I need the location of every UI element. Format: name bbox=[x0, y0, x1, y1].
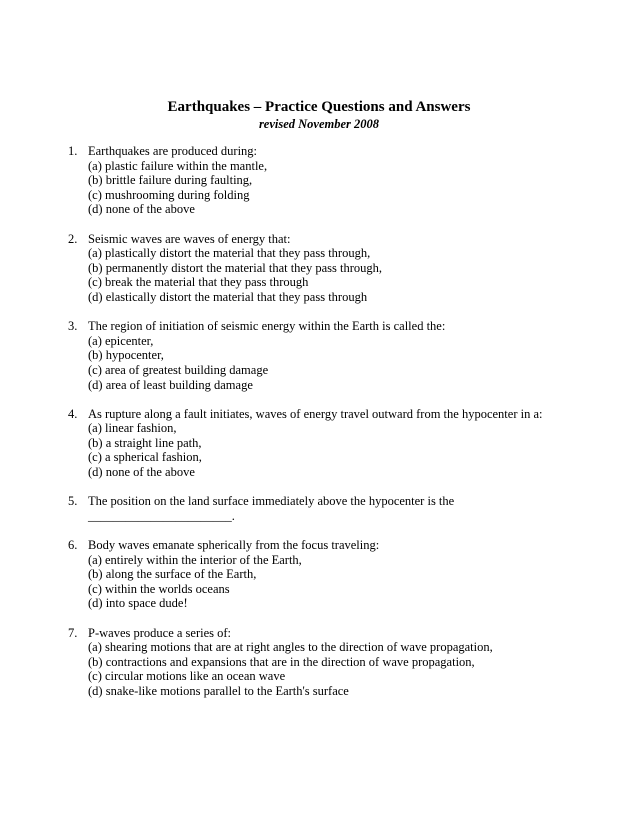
question-number: 2. bbox=[68, 231, 78, 246]
question-text: Body waves emanate spherically from the focus traveling: bbox=[88, 538, 380, 553]
question-number: 3. bbox=[68, 319, 78, 334]
answer-blank: _______________________. bbox=[88, 508, 235, 523]
question-6 bbox=[68, 538, 628, 611]
answer-option: (c) mushrooming during folding bbox=[88, 187, 250, 202]
answer-option: (b) permanently distort the material that they pass through, bbox=[88, 260, 383, 275]
question-text: Seismic waves are waves of energy that: bbox=[88, 231, 291, 246]
question-text: P-waves produce a series of: bbox=[88, 625, 232, 640]
question-text: As rupture along a fault initiates, waves of energy travel outward from the hypocenter in a: bbox=[88, 406, 543, 421]
answer-option: (d) into space dude! bbox=[88, 596, 188, 611]
answer-option: (a) shearing motions that are at right angles to the direction of wave propagation, bbox=[88, 640, 493, 655]
question-text: Earthquakes are produced during: bbox=[88, 144, 258, 158]
answer-option: (c) break the material that they pass through bbox=[88, 275, 309, 290]
answer-option: (d) none of the above bbox=[88, 202, 195, 217]
question-number: 4. bbox=[68, 406, 78, 421]
answer-option: (b) along the surface of the Earth, bbox=[88, 567, 257, 582]
answer-option: (a) entirely within the interior of the Earth, bbox=[88, 552, 302, 567]
document-subtitle: revised November 2008 bbox=[258, 117, 380, 131]
question-text: The position on the land surface immediately above the hypocenter is the bbox=[88, 494, 455, 509]
question-number: 7. bbox=[68, 625, 78, 640]
answer-option: (a) plastic failure within the mantle, bbox=[88, 158, 268, 173]
question-text: The region of initiation of seismic energy within the Earth is called the: bbox=[88, 319, 446, 334]
answer-option: (b) a straight line path, bbox=[88, 435, 202, 450]
question-5 bbox=[68, 494, 628, 523]
answer-option: (c) area of greatest building damage bbox=[88, 362, 269, 377]
answer-option: (a) plastically distort the material that they pass through, bbox=[88, 246, 371, 261]
answer-option: (c) within the worlds oceans bbox=[88, 581, 230, 596]
answer-option: (d) snake-like motions parallel to the Earth's surface bbox=[88, 683, 349, 698]
answer-option: (d) elastically distort the material that they pass through bbox=[88, 289, 368, 304]
answer-option: (b) contractions and expansions that are in the direction of wave propagation, bbox=[88, 654, 475, 669]
question-2 bbox=[68, 232, 628, 305]
question-3 bbox=[68, 319, 628, 392]
answer-option: (d) area of least building damage bbox=[88, 377, 253, 392]
answer-option: (c) circular motions like an ocean wave bbox=[88, 669, 286, 684]
question-number: 5. bbox=[68, 494, 78, 509]
question-list bbox=[68, 144, 628, 713]
answer-option: (a) epicenter, bbox=[88, 333, 154, 348]
answer-option: (b) hypocenter, bbox=[88, 348, 164, 363]
question-7 bbox=[68, 626, 628, 699]
question-4 bbox=[68, 407, 628, 480]
answer-option: (a) linear fashion, bbox=[88, 421, 177, 436]
answer-option: (b) brittle failure during faulting, bbox=[88, 173, 253, 188]
question-number: 1. bbox=[68, 144, 78, 158]
document-title: Earthquakes – Practice Questions and Answers bbox=[167, 99, 471, 115]
question-1 bbox=[68, 144, 628, 217]
question-number: 6. bbox=[68, 538, 78, 553]
answer-option: (d) none of the above bbox=[88, 465, 195, 480]
answer-option: (c) a spherical fashion, bbox=[88, 450, 202, 465]
